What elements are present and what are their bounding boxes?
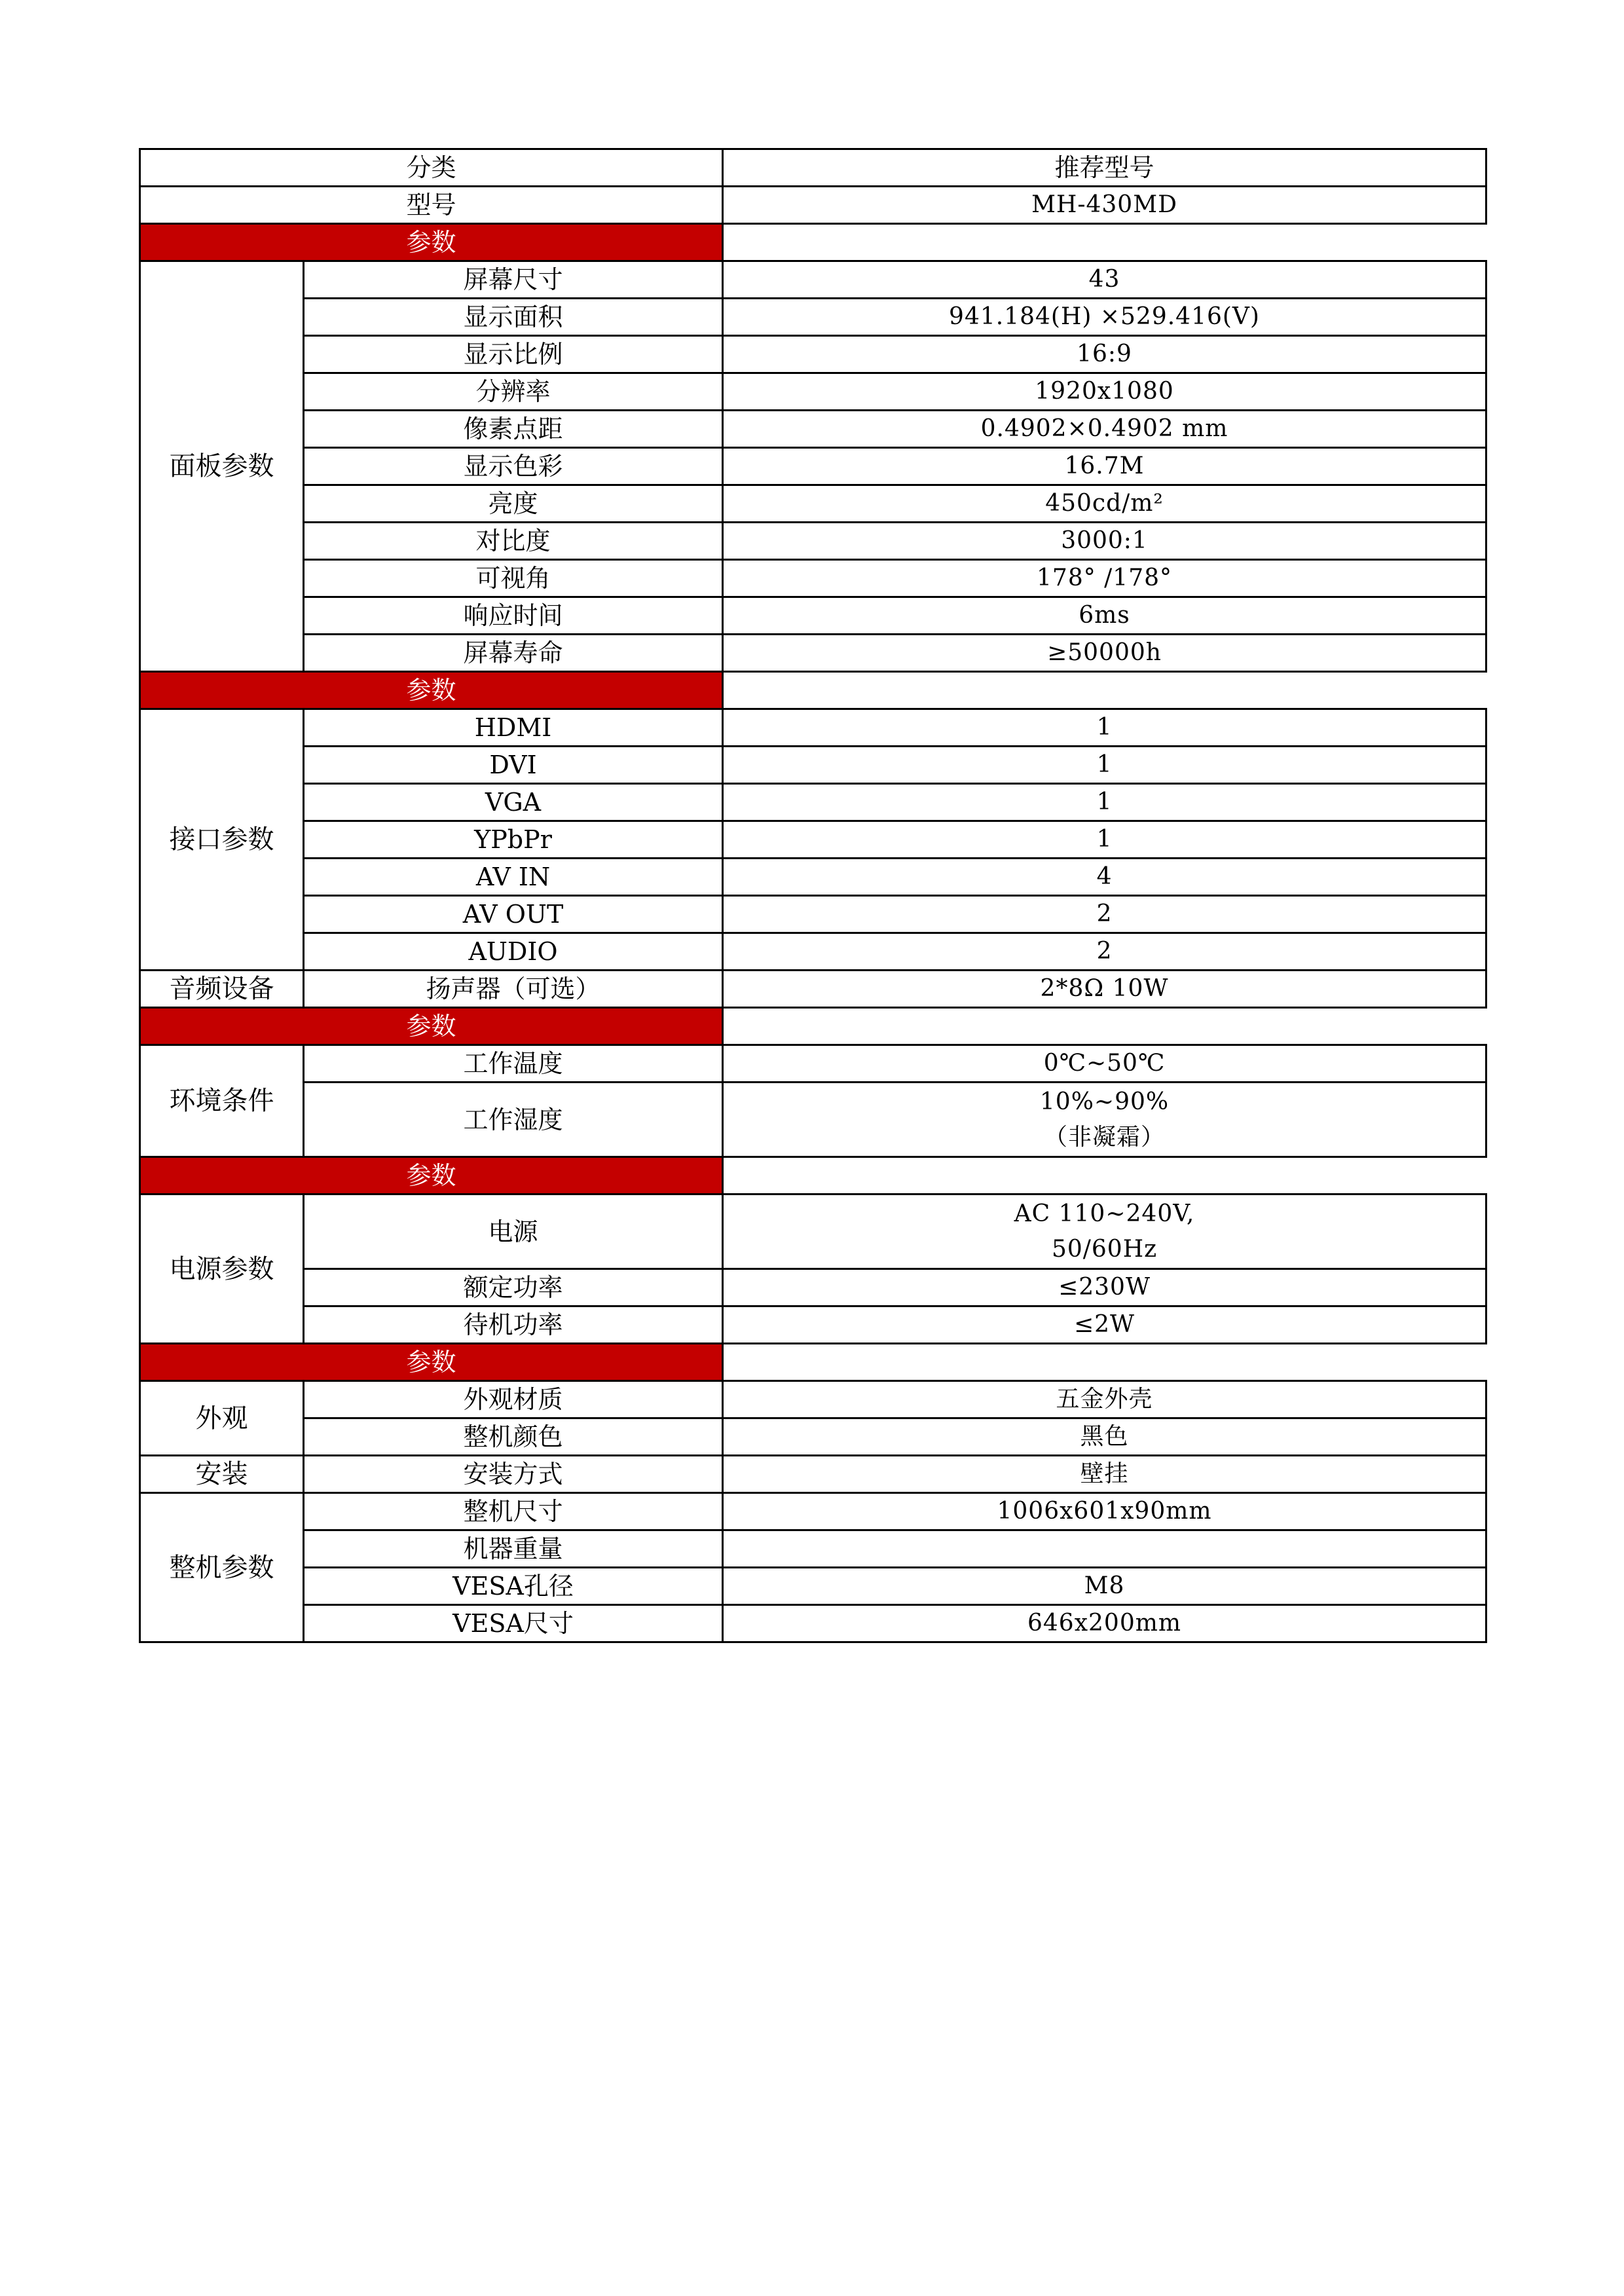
row-value: 646x200mm	[723, 1605, 1486, 1642]
section-banner: 参数	[140, 224, 723, 261]
section-banner: 参数	[140, 1008, 723, 1045]
section-banner-row	[140, 1008, 1486, 1045]
model-value: MH-430MD	[723, 187, 1486, 224]
table-row	[140, 597, 1486, 635]
row-label: YPbPr	[304, 821, 723, 859]
row-value: 6ms	[723, 597, 1486, 635]
row-value: 941.184(H) ×529.416(V)	[723, 299, 1486, 336]
group-power-params: 电源参数	[140, 1194, 304, 1344]
table-row	[140, 784, 1486, 821]
row-label: 屏幕尺寸	[304, 261, 723, 299]
row-label: HDMI	[304, 709, 723, 747]
group-unit-params: 整机参数	[140, 1493, 304, 1642]
spec-table	[139, 148, 1487, 1643]
table-row	[140, 1045, 1486, 1083]
row-value-line: 50/60Hz	[1051, 1235, 1158, 1263]
banner-spacer	[723, 1008, 1486, 1045]
row-value: 1006x601x90mm	[723, 1493, 1486, 1530]
recommended-model-label: 推荐型号	[723, 149, 1486, 187]
row-value-line: （非凝霜）	[1044, 1123, 1166, 1151]
row-value: 16.7M	[723, 448, 1486, 485]
row-label: 整机尺寸	[304, 1493, 723, 1530]
table-row	[140, 1530, 1486, 1568]
row-label: 显示比例	[304, 336, 723, 373]
section-banner-row	[140, 224, 1486, 261]
row-label: 像素点距	[304, 411, 723, 448]
row-value-line: AC 110~240V,	[1014, 1200, 1195, 1227]
group-interface-params: 接口参数	[140, 709, 304, 971]
row-value: 1	[723, 747, 1486, 784]
table-row	[140, 560, 1486, 597]
row-label: 屏幕寿命	[304, 635, 723, 672]
row-value: 43	[723, 261, 1486, 299]
model-row	[140, 187, 1486, 224]
row-value: 五金外壳	[723, 1381, 1486, 1418]
table-row	[140, 336, 1486, 373]
row-value: M8	[723, 1568, 1486, 1605]
row-value: ≤230W	[723, 1269, 1486, 1306]
row-label: 显示色彩	[304, 448, 723, 485]
table-row	[140, 1269, 1486, 1306]
row-value: 16:9	[723, 336, 1486, 373]
row-label: VESA尺寸	[304, 1605, 723, 1642]
row-label: 机器重量	[304, 1530, 723, 1568]
table-row	[140, 261, 1486, 299]
banner-spacer	[723, 672, 1486, 709]
group-environment: 环境条件	[140, 1045, 304, 1157]
row-label: 额定功率	[304, 1269, 723, 1306]
row-value: 2	[723, 933, 1486, 971]
row-value: 0.4902×0.4902 mm	[723, 411, 1486, 448]
row-value	[723, 1530, 1486, 1568]
row-value: 2	[723, 896, 1486, 933]
row-label: VGA	[304, 784, 723, 821]
row-label: 外观材质	[304, 1381, 723, 1418]
group-audio-device: 音频设备	[140, 971, 304, 1008]
table-row	[140, 299, 1486, 336]
table-row	[140, 373, 1486, 411]
table-row	[140, 1568, 1486, 1605]
row-value: 178° /178°	[723, 560, 1486, 597]
row-value: 壁挂	[723, 1456, 1486, 1493]
section-banner: 参数	[140, 672, 723, 709]
row-value: ≤2W	[723, 1306, 1486, 1344]
banner-spacer	[723, 1157, 1486, 1194]
table-row	[140, 411, 1486, 448]
model-label: 型号	[140, 187, 723, 224]
row-value: 1	[723, 784, 1486, 821]
table-row	[140, 1306, 1486, 1344]
table-row	[140, 821, 1486, 859]
header-row	[140, 149, 1486, 187]
row-value-line: 10%~90%	[1039, 1088, 1170, 1115]
row-value	[723, 1083, 1486, 1157]
row-value: 4	[723, 859, 1486, 896]
table-row	[140, 1418, 1486, 1456]
row-label: 工作湿度	[304, 1083, 723, 1157]
row-value: 1	[723, 821, 1486, 859]
row-value	[723, 1194, 1486, 1269]
banner-spacer	[723, 1344, 1486, 1381]
banner-spacer	[723, 224, 1486, 261]
row-label: AV OUT	[304, 896, 723, 933]
table-row	[140, 1456, 1486, 1493]
row-value: 2*8Ω 10W	[723, 971, 1486, 1008]
row-value: 3000:1	[723, 523, 1486, 560]
row-label: 安装方式	[304, 1456, 723, 1493]
row-label: 响应时间	[304, 597, 723, 635]
section-banner: 参数	[140, 1344, 723, 1381]
group-installation: 安装	[140, 1456, 304, 1493]
category-label: 分类	[140, 149, 723, 187]
row-label: AV IN	[304, 859, 723, 896]
table-row	[140, 747, 1486, 784]
row-label: 显示面积	[304, 299, 723, 336]
row-label: AUDIO	[304, 933, 723, 971]
table-row	[140, 1605, 1486, 1642]
table-row	[140, 709, 1486, 747]
section-banner-row	[140, 672, 1486, 709]
row-label: 亮度	[304, 485, 723, 523]
row-value: 黑色	[723, 1418, 1486, 1456]
row-label: 对比度	[304, 523, 723, 560]
section-banner-row	[140, 1344, 1486, 1381]
row-label: 电源	[304, 1194, 723, 1269]
row-value: 450cd/m²	[723, 485, 1486, 523]
table-row	[140, 523, 1486, 560]
row-label: 可视角	[304, 560, 723, 597]
table-row	[140, 896, 1486, 933]
table-row	[140, 1493, 1486, 1530]
row-label: DVI	[304, 747, 723, 784]
row-label: 工作温度	[304, 1045, 723, 1083]
row-label: 分辨率	[304, 373, 723, 411]
row-label: 整机颜色	[304, 1418, 723, 1456]
section-banner-row	[140, 1157, 1486, 1194]
group-panel-params: 面板参数	[140, 261, 304, 672]
table-row	[140, 933, 1486, 971]
row-label: 待机功率	[304, 1306, 723, 1344]
table-row	[140, 485, 1486, 523]
row-value: 1920x1080	[723, 373, 1486, 411]
table-row	[140, 635, 1486, 672]
table-row	[140, 1083, 1486, 1157]
table-row	[140, 1194, 1486, 1269]
row-value: 0℃~50℃	[723, 1045, 1486, 1083]
table-row	[140, 971, 1486, 1008]
table-row	[140, 448, 1486, 485]
row-label: VESA孔径	[304, 1568, 723, 1605]
section-banner: 参数	[140, 1157, 723, 1194]
table-row	[140, 859, 1486, 896]
table-row	[140, 1381, 1486, 1418]
group-appearance: 外观	[140, 1381, 304, 1456]
row-value: 1	[723, 709, 1486, 747]
row-value: ≥50000h	[723, 635, 1486, 672]
row-label: 扬声器（可选）	[304, 971, 723, 1008]
